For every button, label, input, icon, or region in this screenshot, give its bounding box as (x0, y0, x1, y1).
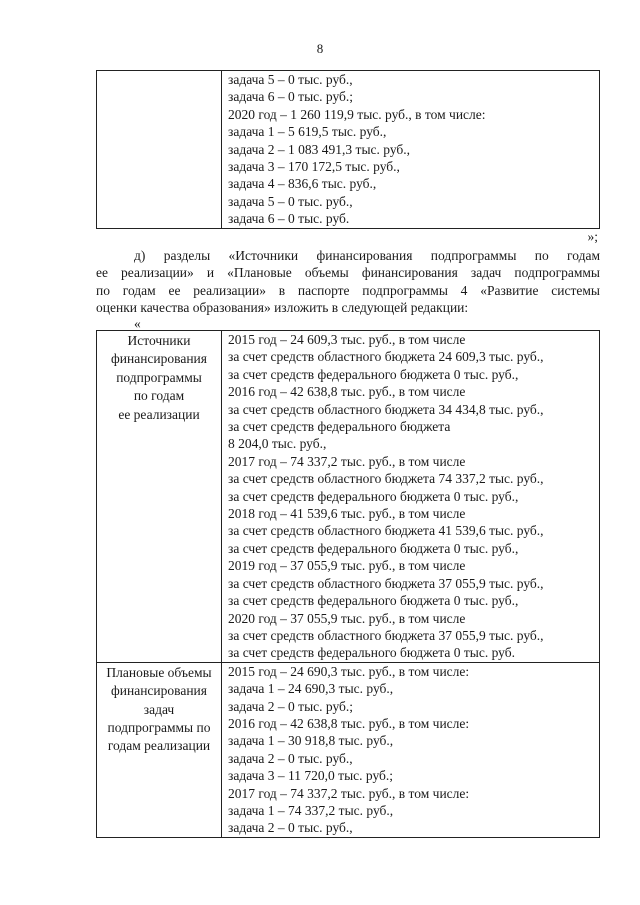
value-line: за счет средств федерального бюджета 0 тыс. руб. (228, 645, 515, 661)
row-values-funding-sources (222, 331, 600, 663)
label-line: Плановые объемы (106, 664, 212, 680)
row-label-funding-sources (97, 331, 222, 663)
table-line: задача 1 – 5 619,5 тыс. руб., (228, 124, 387, 140)
table-line: задача 5 – 0 тыс. руб., (228, 72, 353, 87)
value-line: за счет средств областного бюджета 41 539,6 тыс. руб., (228, 523, 544, 539)
value-line: задача 1 – 74 337,2 тыс. руб., (228, 802, 394, 818)
amendment-paragraph (96, 247, 600, 317)
value-line: за счет средств областного бюджета 34 434,8 тыс. руб., (228, 401, 544, 417)
value-line: 2016 год – 42 638,8 тыс. руб., в том числе: (228, 715, 470, 731)
value-line: за счет средств федерального бюджета (228, 419, 451, 435)
table-top-continuation (96, 70, 600, 229)
table-line: задача 5 – 0 тыс. руб., (228, 193, 353, 209)
row-label-planned-volumes (97, 662, 222, 837)
value-line: задача 2 – 0 тыс. руб.; (228, 698, 354, 714)
value-line: за счет средств областного бюджета 74 337,2 тыс. руб., (228, 471, 544, 487)
label-line: финансирования (111, 683, 207, 699)
table-line: задача 3 – 170 172,5 тыс. руб., (228, 159, 400, 175)
value-line: за счет средств областного бюджета 24 609,3 тыс. руб., (228, 349, 544, 365)
value-line: за счет средств федерального бюджета 0 тыс. руб., (228, 488, 519, 504)
table-line: задача 6 – 0 тыс. руб. (228, 211, 350, 227)
value-line: за счет средств областного бюджета 37 055,9 тыс. руб., (228, 627, 544, 643)
table-cell-values (222, 71, 600, 229)
value-line: 2020 год – 37 055,9 тыс. руб., в том числе (228, 610, 466, 626)
value-line: 8 204,0 тыс. руб., (228, 436, 327, 452)
paragraph-line: д) разделы «Источники финансирования подпрограммы по годам (134, 248, 600, 263)
closing-quote-mark: »; (587, 229, 598, 244)
value-line: 2017 год – 74 337,2 тыс. руб., в том числе: (228, 785, 470, 801)
table-cell-empty (97, 71, 222, 229)
table-line: задача 2 – 1 083 491,3 тыс. руб., (228, 141, 411, 157)
value-line: 2017 год – 74 337,2 тыс. руб., в том числе (228, 453, 466, 469)
value-line: 2015 год – 24 690,3 тыс. руб., в том числе: (228, 663, 470, 679)
label-line: финансирования (111, 351, 207, 367)
row-values-planned-volumes (222, 662, 600, 837)
value-line: за счет средств федерального бюджета 0 тыс. руб., (228, 366, 519, 382)
table-line: задача 4 – 836,6 тыс. руб., (228, 176, 377, 192)
value-line: за счет средств областного бюджета 37 055,9 тыс. руб., (228, 575, 544, 591)
label-line: задач (143, 701, 175, 717)
label-line: подпрограммы (116, 369, 202, 385)
value-line: задача 2 – 0 тыс. руб., (228, 750, 353, 766)
label-line: Источники (127, 333, 191, 348)
value-line: задача 3 – 11 720,0 тыс. руб.; (228, 768, 394, 784)
label-line: годам реализации (107, 738, 211, 754)
value-line: 2015 год – 24 609,3 тыс. руб., в том числе (228, 332, 466, 347)
table-line: задача 6 – 0 тыс. руб.; (228, 89, 354, 105)
table-line: 2020 год – 1 260 119,9 тыс. руб., в том числе: (228, 106, 486, 122)
paragraph-line: оценки качества образования» изложить в следующей редакции: (96, 300, 469, 316)
value-line: за счет средств федерального бюджета 0 тыс. руб., (228, 593, 519, 609)
paragraph-line: ее реализации» и «Плановые объемы финансирования задач подпрограммы (96, 265, 600, 281)
value-line: 2016 год – 42 638,8 тыс. руб., в том числе (228, 384, 466, 400)
label-line: ее реализации (118, 406, 200, 422)
table-main (96, 330, 600, 838)
value-line: 2019 год – 37 055,9 тыс. руб., в том числе (228, 558, 466, 574)
label-line: подпрограммы по (107, 719, 211, 735)
table-row (97, 331, 600, 663)
value-line: задача 2 – 0 тыс. руб., (228, 820, 353, 836)
opening-quote-mark: « (134, 316, 141, 331)
table-row (97, 71, 600, 229)
value-line: задача 1 – 24 690,3 тыс. руб., (228, 681, 394, 697)
value-line: 2018 год – 41 539,6 тыс. руб., в том числе (228, 506, 466, 522)
table-row (97, 662, 600, 837)
label-line: по годам (133, 388, 185, 404)
page-number: 8 (316, 41, 324, 56)
value-line: задача 1 – 30 918,8 тыс. руб., (228, 733, 394, 749)
value-line: за счет средств федерального бюджета 0 тыс. руб., (228, 540, 519, 556)
paragraph-line: по годам ее реализации» в паспорте подпрограммы 4 «Развитие системы (96, 282, 600, 298)
